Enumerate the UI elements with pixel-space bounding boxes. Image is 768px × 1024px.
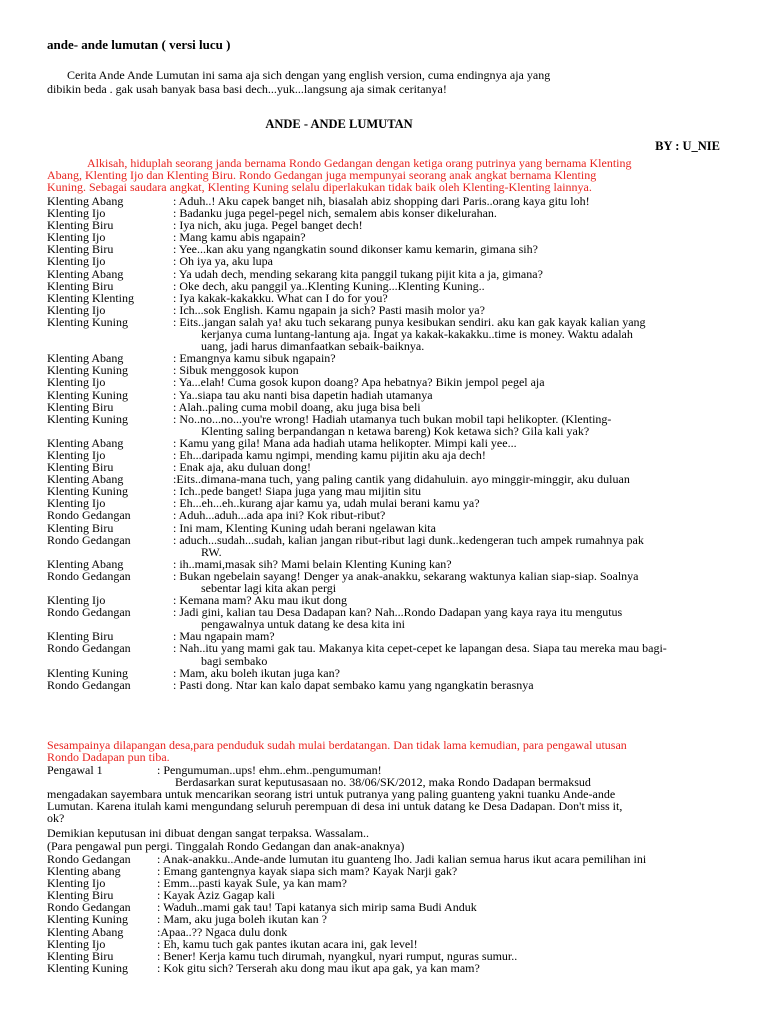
dialog-line [47,449,723,461]
dialog-line [47,522,723,534]
speaker-name: Klenting Kuning [47,411,128,426]
dialog-text: : Emm...pasti kayak Sule, ya kan mam? [157,876,347,891]
dialog-line [47,570,723,582]
narration-line: Rondo Dadapan pun tiba. [47,750,170,765]
dialog-line [47,938,723,950]
dialog-line [47,280,723,292]
announcement-line: Lumutan. Karena itulah kami mengundang seluruh perempuan di desa ini untuk datang ke Desa Dadapan. Don't miss it, [47,799,623,814]
dialog-text: : Kamu yang gila! Mana ada hadiah utama helikopter. Mimpi kali yee... [173,435,517,450]
speaker-name: Rondo Gedangan [47,532,131,547]
dialog-line [47,389,723,401]
dialog-line [47,877,723,889]
dialog-text: : Mam, aku boleh ikutan juga kan? [173,665,340,680]
dialog-line [47,219,723,231]
speaker-name: Klenting Kuning [47,387,128,402]
dialog-text: :Eits..dimana-mana tuch, yang paling cantik yang didahuluin. ayo minggir-minggir, aku duluan [173,472,630,487]
dialog-section-1 [47,195,723,691]
dialog-text: : Ya..siapa tau aku nanti bisa dapetin hadiah utamanya [173,387,433,402]
speaker-name: Klenting abang [47,864,121,879]
stage-direction: (Para pengawal pun pergi. Tinggalah Rondo Gedangan dan anak-anaknya) [47,838,405,853]
intro-paragraph [47,68,723,96]
dialog-section-2 [47,853,723,974]
dialog-text: : Oke dech, aku panggil ya..Klenting Kuning...Klenting Kuning.. [173,278,485,293]
speaker-name: Rondo Gedangan [47,677,131,692]
dialog-text: : aduch...sudah...sudah, kalian jangan ribut-ribut lagi dunk..kedengeran tuch ampek rumahnya pak [173,532,644,547]
dialog-text: : Ini mam, Klenting Kuning udah berani ngelawan kita [173,520,436,535]
speaker-name: Klenting Biru [47,888,114,903]
speaker-name: Rondo Gedangan [47,605,131,620]
speaker-name: Klenting Ijo [47,254,106,269]
dialog-line [47,401,723,413]
speaker-name: Klenting Ijo [47,876,106,891]
speaker-name: Rondo Gedangan [47,852,131,866]
speaker-name: Klenting Ijo [47,206,106,221]
speaker-name: Klenting Kuning [47,363,128,378]
dialog-text: : Eh...daripada kamu ngimpi, mending kamu pijitin aku aja dech! [173,447,486,462]
speaker-name: Rondo Gedangan [47,508,131,523]
dialog-line [47,352,723,364]
speaker-name: Klenting Biru [47,218,114,233]
dialog-text: : Mau ngapain mam? [173,629,275,644]
narration-line: Sesampainya dilapangan desa,para penduduk sudah mulai berdatangan. Dan tidak lama kemudian, para pengawal utusan [47,738,627,752]
speaker-name: Klenting Biru [47,520,114,535]
narration-line: Kuning. Sebagai saudara angkat, Klenting Kuning selalu diperlakukan tidak baik oleh Klenting-Klenting lainnya. [47,180,592,195]
speaker-name: Klenting Klenting [47,290,134,305]
dialog-text: : Yee...kan aku yang ngangkatin sound dikonser kamu kemarin, gimana sih? [173,242,538,257]
intro-line: Cerita Ande Ande Lumutan ini sama aja sich dengan yang english version, cuma endingnya aja yang [67,68,551,82]
dialog-text: : Kayak Aziz Gagap kali [157,888,275,903]
author-byline: BY : U_NIE [655,139,720,153]
dialog-continuation: Klenting saling berpandangan n ketawa bareng) Kok ketawa sich? Gila kali yak? [201,423,590,438]
speaker-name: Klenting Biru [47,242,114,257]
dialog-text: : Waduh..mami gak tau! Tapi katanya sich mirip sama Budi Anduk [157,900,477,915]
document-title: ande- ande lumutan ( versi lucu ) [47,37,231,52]
speaker-name: Klenting Kuning [47,314,128,329]
dialog-text: : Ich..pede banget! Siapa juga yang mau mijitin situ [173,484,421,499]
dialog-text: : Aduh...aduh...ada apa ini? Kok ribut-ribut? [173,508,386,523]
speaker-name: Klenting Ijo [47,302,106,317]
dialog-text: : Pasti dong. Ntar kan kalo dapat sembako kamu yang ngangkatin berasnya [173,677,534,692]
dialog-text: : Eh...eh...eh..kurang ajar kamu ya, udah mulai berani kamu ya? [173,496,480,511]
dialog-line [47,865,723,877]
dialog-text: : Eits..jangan salah ya! aku tuch sekarang punya kesibukan sendiri. aku kan gak kayak kalian yang [173,314,646,329]
dialog-text: : Alah..paling cuma mobil doang, aku juga bisa beli [173,399,421,414]
dialog-line [47,207,723,219]
dialog-line [47,268,723,280]
announcement-line: mengadakan sayembara untuk mencarikan seorang istri untuk putranya yang paling guanteng yakni tuanku Ande-ande [47,787,616,802]
speaker-name: Klenting Abang [47,924,124,939]
narration-line: Abang, Klenting Ijo dan Klenting Biru. Rondo Gedangan juga mempunyai seorang anak angkat bernama Klenting [47,168,597,183]
dialog-text: : Pengumuman..ups! ehm..ehm..pengumuman! [157,763,382,777]
dialog-text: : Oh iya ya, aku lupa [173,254,273,269]
intro-line: dibikin beda . gak usah banyak basa basi dech...yuk...langsung aja simak ceritanya! [47,82,447,96]
speaker-name: Rondo Gedangan [47,568,131,583]
dialog-text: : Kemana mam? Aku mau ikut dong [173,593,347,608]
dialog-text: : Anak-anakku..Ande-ande lumutan itu guanteng lho. Jadi kalian semua harus ikut acara pemilihan ini [157,852,647,866]
dialog-text: : Jadi gini, kalian tau Desa Dadapan kan? Nah...Rondo Dadapan yang kaya raya itu mengutus [173,605,623,620]
dialog-text: : Bukan ngebelain sayang! Denger ya anak-anakku, sekarang waktunya kalian siap-siap. Soalnya [173,568,639,583]
dialog-text: : ih..mami,masak sih? Mami belain Klenting Kuning kan? [173,556,452,571]
dialog-text: : Aduh..! Aku capek banget nih, biasalah abiz shopping dari Paris..orang kaya gitu loh! [173,194,590,208]
dialog-line [47,642,723,654]
dialog-line [47,255,723,267]
dialog-text: : Ya udah dech, mending sekarang kita panggil tukang pijit kita a ja, gimana? [173,266,543,281]
speaker-name: Klenting Abang [47,556,124,571]
story-title: ANDE - ANDE LUMUTAN [265,117,413,131]
speaker-name: Klenting Ijo [47,375,106,390]
dialog-line [47,926,723,938]
announcement-line: Berdasarkan surat keputusasaan no. 38/06/SK/2012, maka Rondo Dadapan bermaksud [175,775,591,790]
speaker-name: Klenting Biru [47,399,114,414]
speaker-name: Klenting Biru [47,629,114,644]
speaker-name: Klenting Biru [47,948,114,963]
speaker-name: Klenting Abang [47,435,124,450]
speaker-name: Pengawal 1 [47,763,103,777]
speaker-name: Klenting Abang [47,472,124,487]
dialog-text: : No..no...no...you're wrong! Hadiah utamanya tuch bukan mobil tapi helikopter. (Klenting- [173,411,612,426]
dialog-continuation: uang, jadi harus dimanfaatkan sebaik-baiknya. [201,339,425,354]
dialog-text: : Badanku juga pegel-pegel nich, semalem abis konser dikelurahan. [173,206,497,221]
announcement [47,764,723,852]
dialog-text: : Bener! Kerja kamu tuch dirumah, nyangkul, nyari rumput, nguras sumur.. [157,948,518,963]
speaker-name: Klenting Ijo [47,447,106,462]
dialog-line [47,413,723,425]
speaker-name: Klenting Kuning [47,665,128,680]
dialog-text: : Eh, kamu tuch gak pantes ikutan acara ini, gak level! [157,936,418,951]
announcement-line: ok? [47,811,65,826]
dialog-text: : Kok gitu sich? Terserah aku dong mau ikut apa gak, ya kan mam? [157,960,480,975]
dialog-text: : Ich...sok English. Kamu ngapain ja sich? Pasti masih molor ya? [173,302,485,317]
speaker-name: Klenting Ijo [47,230,106,245]
dialog-line [47,679,723,691]
dialog-continuation: pengawalnya untuk datang ke desa kita ini [201,617,405,632]
dialog-text: : Ya...elah! Cuma gosok kupon doang? Apa hebatnya? Bikin jempol pegel aja [173,375,545,390]
dialog-text: : Iya kakak-kakakku. What can I do for you? [173,290,388,305]
dialog-text: : Emangnya kamu sibuk ngapain? [173,351,336,366]
dialog-line [47,497,723,509]
opening-narration [47,157,723,194]
speaker-name: Klenting Kuning [47,484,128,499]
speaker-name: Klenting Abang [47,266,124,281]
speaker-name: Klenting Ijo [47,593,106,608]
dialog-line [47,901,723,913]
dialog-continuation: sebentar lagi kita akan pergi [201,581,337,595]
dialog-line [47,606,723,618]
dialog-line [47,534,723,546]
speaker-name: Klenting Abang [47,194,124,208]
dialog-continuation: bagi sembako [201,653,268,668]
dialog-line [47,316,723,328]
dialog-line [47,764,723,776]
dialog-continuation: kerjanya cuma luntang-lantung aja. Ingat ya kakak-kakakku..time is money. Waktu adalah [201,327,633,342]
speaker-name: Klenting Ijo [47,496,106,511]
dialog-text: : Sibuk menggosok kupon [173,363,299,378]
speaker-name: Klenting Abang [47,351,124,366]
dialog-continuation: RW. [201,544,222,559]
arrival-narration [47,739,723,764]
speaker-name: Klenting Kuning [47,960,128,975]
speaker-name: Rondo Gedangan [47,641,131,656]
speaker-name: Klenting Biru [47,278,114,293]
speaker-name: Klenting Biru [47,460,114,475]
dialog-line [47,667,723,679]
announcement-closing: Demikian keputusan ini dibuat dengan sangat terpaksa. Wassalam.. [47,826,370,841]
dialog-line [47,913,723,925]
dialog-text: :Apaa..?? Ngaca dulu donk [157,924,288,939]
dialog-line [47,243,723,255]
dialog-text: : Nah..itu yang mami gak tau. Makanya kita cepet-cepet ke lapangan desa. Siapa tau mereka mau bagi- [173,641,667,656]
dialog-text: : Emang gantengnya kayak siapa sich mam? Kayak Narji gak? [157,864,458,879]
dialog-text: : Enak aja, aku duluan dong! [173,460,311,475]
dialog-line [47,962,723,974]
dialog-text: : Iya nich, aku juga. Pegel banget dech! [173,218,363,233]
dialog-text: : Mam, aku juga boleh ikutan kan ? [157,912,327,927]
dialog-text: : Mang kamu abis ngapain? [173,230,306,245]
speaker-name: Klenting Kuning [47,912,128,927]
dialog-line [47,509,723,521]
speaker-name: Rondo Gedangan [47,900,131,915]
dialog-line [47,376,723,388]
speaker-name: Klenting Ijo [47,936,106,951]
narration-line: Alkisah, hiduplah seorang janda bernama Rondo Gedangan dengan ketiga orang putrinya yang bernama Klenting [87,156,632,170]
